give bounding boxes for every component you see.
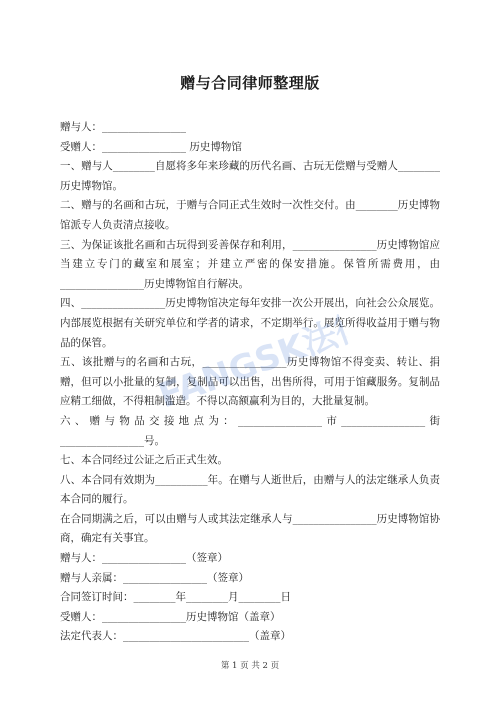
recipient-line: 受赠人：________________ 历史博物馆 — [60, 140, 242, 153]
signature-donor: 赠与人：________________（签章） — [60, 552, 228, 565]
clause-3: 三、为保证该批名画和古玩得到妥善保存和利用，________________历史博物馆应当建立专门的藏室和展室；并建立严密的保安措施。保管所需费用，由________________历史博物馆自行解决。 — [60, 238, 440, 290]
signature-recipient: 受赠人：________________历史博物馆（盖章） — [60, 610, 281, 623]
signing-date: 合同签订时间：________年________月________日 — [60, 591, 291, 604]
document-title: 赠与合同律师整理版 — [180, 74, 320, 92]
watermark-text: FANGSK法律网 — [153, 291, 360, 417]
signature-donor-relative: 赠与人亲属：________________（签章） — [60, 571, 249, 584]
donor-line: 赠与人：________________ — [60, 121, 186, 133]
clause-8-continued: 在合同期满之后，可以由赠与人或其法定继承人与________________历史博物馆协商，确定有关事宜。 — [60, 512, 440, 545]
page-footer: 第 1 页 共 2 页 — [220, 661, 280, 671]
clause-7: 七、本合同经过公证之后正式生效。 — [60, 454, 228, 467]
clause-4: 四、________________历史博物馆决定每年安排一次公开展出，向社会公众展览。内部展览根据有关研究单位和学者的请求，不定期举行。展览所得收益用于赠与物品的保管。 — [60, 297, 440, 349]
clause-8: 八、本合同有效期为__________年。在赠与人逝世后，由赠与人的法定继承人负责本合同的履行。 — [60, 473, 440, 506]
legal-representative: 法定代表人：________________________（盖章） — [60, 630, 291, 643]
clause-5: 五、该批赠与的名画和古玩，________________历史博物馆不得变卖、转让、捐赠，但可以小批量的复制，复制品可以出售，出售所得，可用于馆藏服务。复制品应精工细做，不得粗制滥造。不得以高额赢利为目的，大批量复制。 — [60, 356, 440, 408]
document-body — [60, 118, 440, 647]
clause-2: 二、赠与的名画和古玩，于赠与合同正式生效时一次性交付。由________历史博物馆派专人负责清点接收。 — [60, 199, 440, 231]
clause-1: 一、赠与人________自愿将多年来珍藏的历代名画、古玩无偿赠与受赠人________历史博物馆。 — [60, 160, 440, 192]
clause-6: 六、赠与物品交接地点为：________________市________________街________________号。 — [60, 414, 440, 447]
